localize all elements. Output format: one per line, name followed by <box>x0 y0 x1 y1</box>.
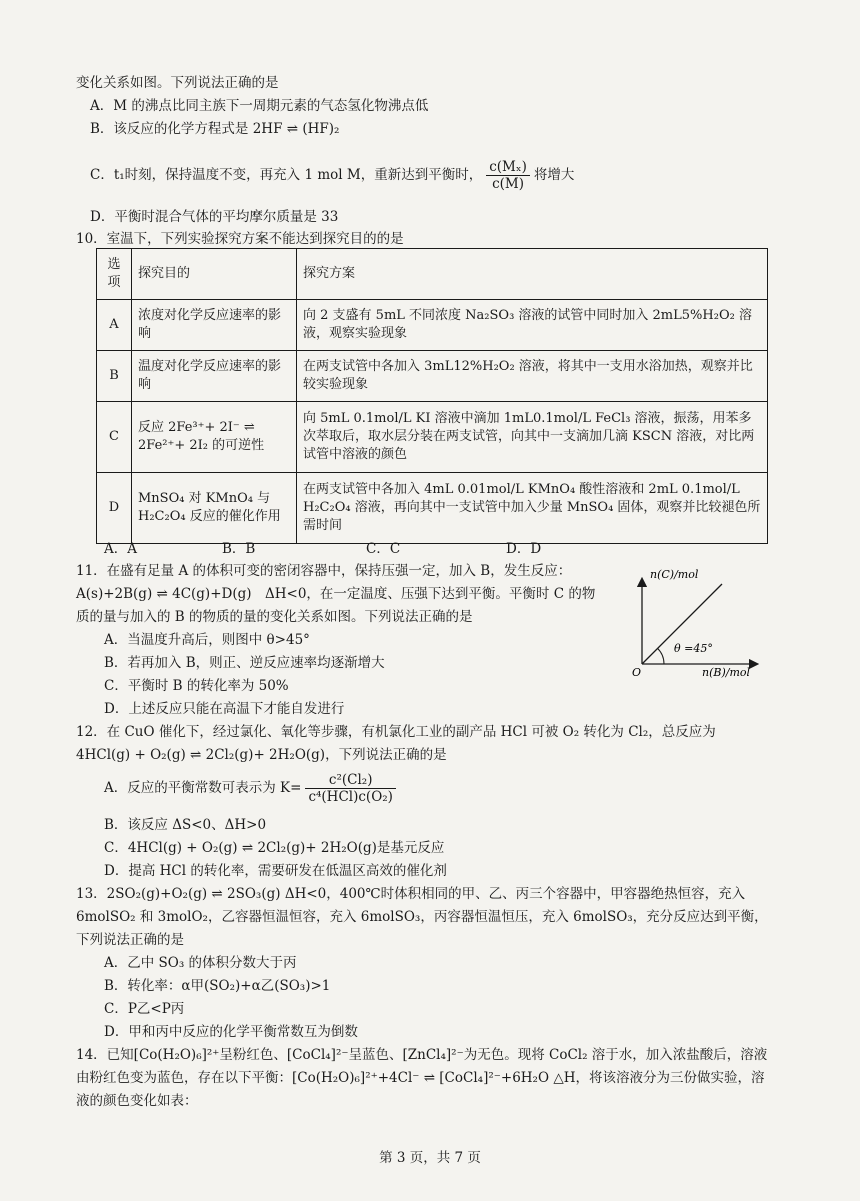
q13-stem-line3: 下列说法正确的是 <box>76 932 184 948</box>
table-row <box>97 473 768 544</box>
q12-option-d: D．提高 HCl 的转化率，需要研发在低温区高效的催化剂 <box>104 863 447 879</box>
q12-option-a <box>104 770 400 806</box>
q12-option-a-text: A．反应的平衡常数可表示为 K= <box>104 780 302 796</box>
q10-stem: 10．室温下，下列实验探究方案不能达到探究目的的是 <box>76 231 404 247</box>
q9-intro: 变化关系如图。下列说法正确的是 <box>76 75 279 91</box>
q10-table <box>96 248 768 544</box>
table-row <box>97 300 768 351</box>
q13-stem-line2: 6molSO₂ 和 3molO₂，乙容器恒温恒容，充入 6molSO₃，丙容器恒温恒压，充入 6molSO₃，充分反应达到平衡， <box>76 909 768 925</box>
q9-option-c <box>90 158 574 192</box>
q9-option-c-tail: 将增大 <box>533 167 575 183</box>
q10-choice-b: B．B <box>222 541 256 557</box>
q12-fraction-numerator: c²(Cl₂) <box>305 772 396 789</box>
row-option: A <box>97 300 132 351</box>
table-row <box>97 402 768 473</box>
q9-fraction <box>486 159 530 192</box>
angle-label: θ =45° <box>674 642 713 655</box>
q12-fraction <box>305 772 396 805</box>
row-aim: 温度对化学反应速率的影响 <box>132 351 297 402</box>
q11-option-c: C．平衡时 B 的转化率为 50% <box>104 678 289 694</box>
origin-label: O <box>632 666 642 679</box>
row-aim: 浓度对化学反应速率的影响 <box>132 300 297 351</box>
row-option: D <box>97 473 132 544</box>
q10-choice-d: D．D <box>506 541 542 557</box>
row-option: B <box>97 351 132 402</box>
header-aim: 探究目的 <box>132 249 297 300</box>
q9-fraction-denominator: c(M) <box>492 176 524 192</box>
row-plan: 在两支试管中各加入 4mL 0.01mol/L KMnO₄ 酸性溶液和 2mL 0.1mol/L H₂C₂O₄ 溶液，再向其中一支试管中加入少量 MnSO₄ 固体，观察并比较褪色所需时间 <box>297 473 768 544</box>
page-footer: 第 3 页，共 7 页 <box>379 1150 481 1166</box>
q9-option-b: B．该反应的化学方程式是 2HF ⇌ (HF)₂ <box>90 121 340 137</box>
q13-option-a: A．乙中 SO₃ 的体积分数大于丙 <box>104 955 297 971</box>
q11-stem-line1: 11．在盛有足量 A 的体积可变的密闭容器中，保持压强一定，加入 B，发生反应： <box>76 563 572 579</box>
table-header-row <box>97 249 768 300</box>
q12-stem-line1: 12．在 CuO 催化下，经过氯化、氧化等步骤，有机氯化工业的副产品 HCl 可被 O₂ 转化为 Cl₂，总反应为 <box>76 724 716 740</box>
q9-fraction-numerator: c(Mₓ) <box>486 159 530 176</box>
row-plan: 向 2 支盛有 5mL 不同浓度 Na₂SO₃ 溶液的试管中同时加入 2mL5%H₂O₂ 溶液，观察实验现象 <box>297 300 768 351</box>
y-axis-label: n(C)/mol <box>650 568 699 581</box>
q11-option-b: B．若再加入 B，则正、逆反应速率均逐渐增大 <box>104 655 385 671</box>
q12-fraction-denominator: c⁴(HCl)c(O₂) <box>308 789 393 805</box>
q14-stem-line3: 液的颜色变化如表： <box>76 1093 198 1109</box>
row-plan: 向 5mL 0.1mol/L KI 溶液中滴加 1mL0.1mol/L FeCl₃ 溶液，振荡，用苯多次萃取后，取水层分装在两支试管，向其中一支滴加几滴 KSCN 溶液，对比两试管中溶液的颜色 <box>297 402 768 473</box>
q11-option-d: D．上述反应只能在高温下才能自发进行 <box>104 701 345 717</box>
q11-graph <box>630 568 760 680</box>
q9-option-d: D．平衡时混合气体的平均摩尔质量是 33 <box>90 209 339 225</box>
x-axis-label: n(B)/mol <box>702 666 751 679</box>
row-aim: MnSO₄ 对 KMnO₄ 与 H₂C₂O₄ 反应的催化作用 <box>132 473 297 544</box>
q10-choice-a: A．A <box>104 541 137 557</box>
q14-stem-line2: 由粉红色变为蓝色，存在以下平衡：[Co(H₂O)₆]²⁺+4Cl⁻ ⇌ [CoCl₄]²⁻+6H₂O △H，将该溶液分为三份做实验，溶 <box>76 1070 765 1086</box>
angle-arc <box>658 648 664 664</box>
q14-stem-line1: 14．已知[Co(H₂O)₆]²⁺呈粉红色、[CoCl₄]²⁻呈蓝色、[ZnCl₄]²⁻为无色。现将 CoCl₂ 溶于水，加入浓盐酸后，溶液 <box>76 1047 768 1063</box>
q13-option-b: B．转化率：α甲(SO₂)+α乙(SO₃)>1 <box>104 978 331 994</box>
row-option: C <box>97 402 132 473</box>
q10-choice-c: C．C <box>366 541 401 557</box>
q11-stem-line3: 质的量与加入的 B 的物质的量的变化关系如图。下列说法正确的是 <box>76 609 473 625</box>
q9-option-a: A．M 的沸点比同主族下一周期元素的气态氢化物沸点低 <box>90 98 429 114</box>
q12-option-c: C．4HCl(g) + O₂(g) ⇌ 2Cl₂(g)+ 2H₂O(g)是基元反应 <box>104 840 445 856</box>
q12-stem-line2: 4HCl(g) + O₂(g) ⇌ 2Cl₂(g)+ 2H₂O(g)，下列说法正确的是 <box>76 747 447 763</box>
row-plan: 在两支试管中各加入 3mL12%H₂O₂ 溶液，将其中一支用水浴加热，观察并比较实验现象 <box>297 351 768 402</box>
row-aim: 反应 2Fe³⁺+ 2I⁻ ⇌ 2Fe²⁺+ 2I₂ 的可逆性 <box>132 402 297 473</box>
q13-option-d: D．甲和丙中反应的化学平衡常数互为倒数 <box>104 1024 358 1040</box>
q11-stem-line2: A(s)+2B(g) ⇌ 4C(g)+D(g) ΔH<0，在一定温度、压强下达到平衡。平衡时 C 的物 <box>76 586 596 602</box>
q13-option-c: C．P乙<P丙 <box>104 1001 185 1017</box>
q13-stem-line1: 13．2SO₂(g)+O₂(g) ⇌ 2SO₃(g) ΔH<0，400℃时体积相同的甲、乙、丙三个容器中，甲容器绝热恒容，充入 <box>76 886 746 902</box>
header-option: 选项 <box>97 249 132 300</box>
header-plan: 探究方案 <box>297 249 768 300</box>
q11-option-a: A．当温度升高后，则图中 θ>45° <box>104 632 310 648</box>
q9-option-c-text: C．t₁时刻，保持温度不变，再充入 1 mol M，重新达到平衡时， <box>90 167 483 183</box>
q12-option-b: B．该反应 ΔS<0、ΔH>0 <box>104 817 267 833</box>
table-row <box>97 351 768 402</box>
